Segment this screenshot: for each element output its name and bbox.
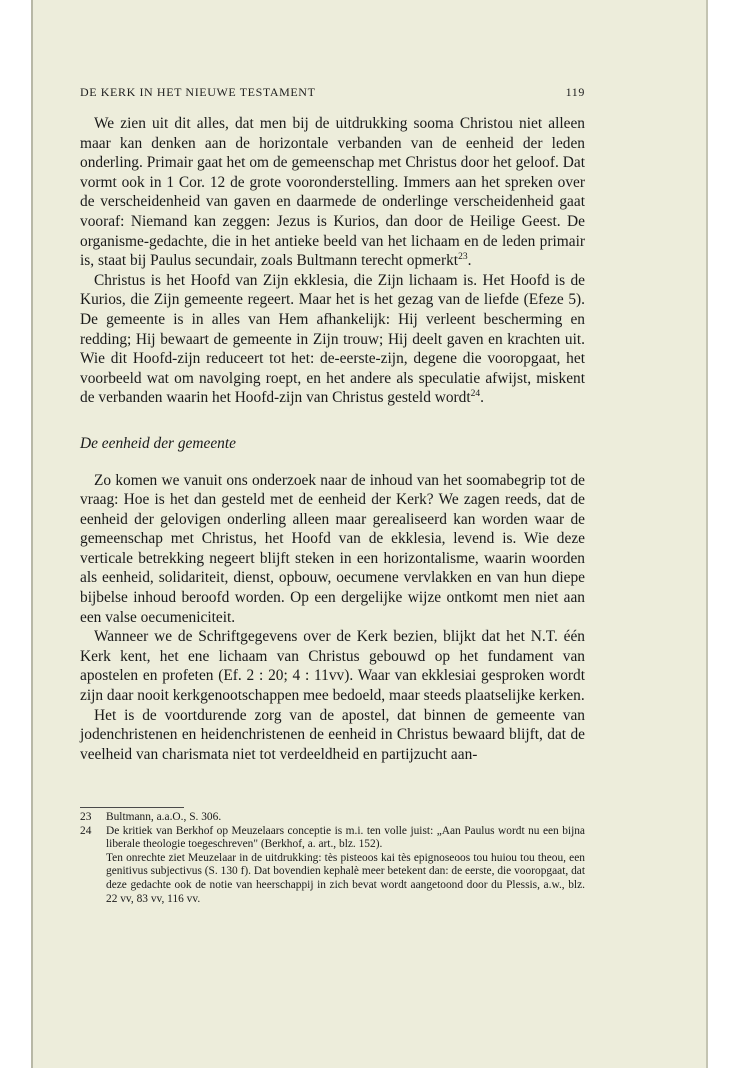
footnote-text: De kritiek van Berkhof op Meuzelaars conceptie is m.i. ten volle juist: „Aan Paulus wordt nu een bijna liberale theologie toegeschreven" (Berkhof, a. art., blz. 152).: [106, 824, 585, 851]
page-number: 119: [565, 85, 585, 99]
footnote-body: [106, 825, 585, 907]
footnote-text: Ten onrechte ziet Meuzelaar in de uitdrukking: tès pisteoos kai tès epignoseoos tou huiou tou theou, een genitivus subjectivus (S. 130 f). Dat bovendien kephalè meer betekent dan: de eerste, die vooropgaat, dat deze gedachte ook de notie van heerschappij in zich bevat wordt aangetoond door du Plessis, a.w., blz. 22 vv, 83 vv, 116 vv.: [106, 851, 585, 905]
footnote-divider: [80, 807, 184, 808]
footnote-number: 23: [80, 811, 92, 823]
paragraph-1-text: We zien uit dit alles, dat men bij de uitdrukking sooma Christou niet alleen maar kan denken aan de horizontale verbanden van de eenheid der leden onderling. Primair gaat het om de gemeenschap met Christus door het geloof. Dat vormt ook in 1 Cor. 12 de grote vooronderstelling. Immers aan het spreken over de verscheidenheid van gaven en daarmede de onderlinge verscheidenheid gaat vooraf: Niemand kan zeggen: Jezus is Kurios, dan door de Heilige Geest. De organisme-gedachte, die in het antieke beeld van het lichaam en de leden primair is, staat bij Paulus secundair, zoals Bultmann terecht opmerkt: [80, 115, 585, 270]
footnote-ref-23[interactable]: 23: [458, 252, 468, 263]
paragraph-2-end: .: [480, 389, 485, 407]
running-head: [80, 85, 585, 100]
paragraph-4: Wanneer we de Schriftgegevens over de Kerk bezien, blijkt dat het N.T. één Kerk kent, het ene lichaam van Christus gebouwd op het fundament van apostelen en profeten (Ef. 2 : 20; 4 : 11vv). Waar van ekklesiai gesproken wordt zijn daar nooit kerkgenootschappen mee bedoeld, maar steeds plaatselijke kerken.: [80, 628, 585, 705]
section-heading: De eenheid der gemeente: [80, 434, 236, 452]
footnote-23: [80, 811, 585, 825]
running-title: DE KERK IN HET NIEUWE TESTAMENT: [80, 85, 316, 99]
paragraph-2-text: Christus is het Hoofd van Zijn ekklesia, die Zijn lichaam is. Het Hoofd is de Kurios, die Zijn gemeente regeert. Maar het is het gezag van de liefde (Efeze 5). De gemeente is in alles van Hem afhankelijk: Hij verleent bescherming en redding; Hij bewaart de gemeente in Zijn trouw; Hij deelt gaven en krachten uit. Wie dit Hoofd-zijn reduceert tot het: de-eerste-zijn, degene die vooropgaat, het voorbeeld wat om navolging roept, en het andere als speculatie afwijst, miskent de verbanden waarin het Hoofd-zijn van Christus gesteld wordt: [80, 271, 585, 407]
footnote-24: [80, 825, 585, 907]
page-edge-right: [706, 0, 708, 1068]
footnote-body: [106, 811, 585, 825]
footnote-number: 24: [80, 824, 92, 837]
paragraph-1-end: .: [467, 252, 472, 270]
footnotes: [80, 811, 585, 906]
footnote-text: Bultmann, a.a.O., S. 306.: [106, 811, 222, 823]
paragraph-5: Het is de voortdurende zorg van de apostel, dat binnen de gemeente van jodenchristenen en heidenchristenen de eenheid in Christus bewaard blijft, dat de veelheid van charismata niet tot verdeeldheid en partijzucht aan-: [80, 706, 585, 763]
main-text: [80, 114, 585, 764]
footnote-ref-24[interactable]: 24: [470, 389, 481, 400]
paragraph-3: Zo komen we vanuit ons onderzoek naar de inhoud van het soomabegrip tot de vraag: Hoe is het dan gesteld met de eenheid der Kerk? We zagen reeds, dat de eenheid der gelovigen onderling alleen maar gerealiseerd kan worden waar de gemeenschap met Christus, het Hoofd van de ekklesia, levend is. Wie deze verticale betrekking negeert blijft steken in een horizontalisme, waarin woorden als eenheid, solidariteit, dienst, opbouw, oecumene vervlakken en van hun diepe bijbelse inhoud beroofd worden. Op een dergelijke wijze ontkomt men niet aan een valse oecumeniciteit.: [80, 471, 585, 626]
paragraph-2: [80, 271, 585, 408]
paragraph-1: [80, 114, 585, 271]
page-edge-left: [31, 0, 33, 1068]
